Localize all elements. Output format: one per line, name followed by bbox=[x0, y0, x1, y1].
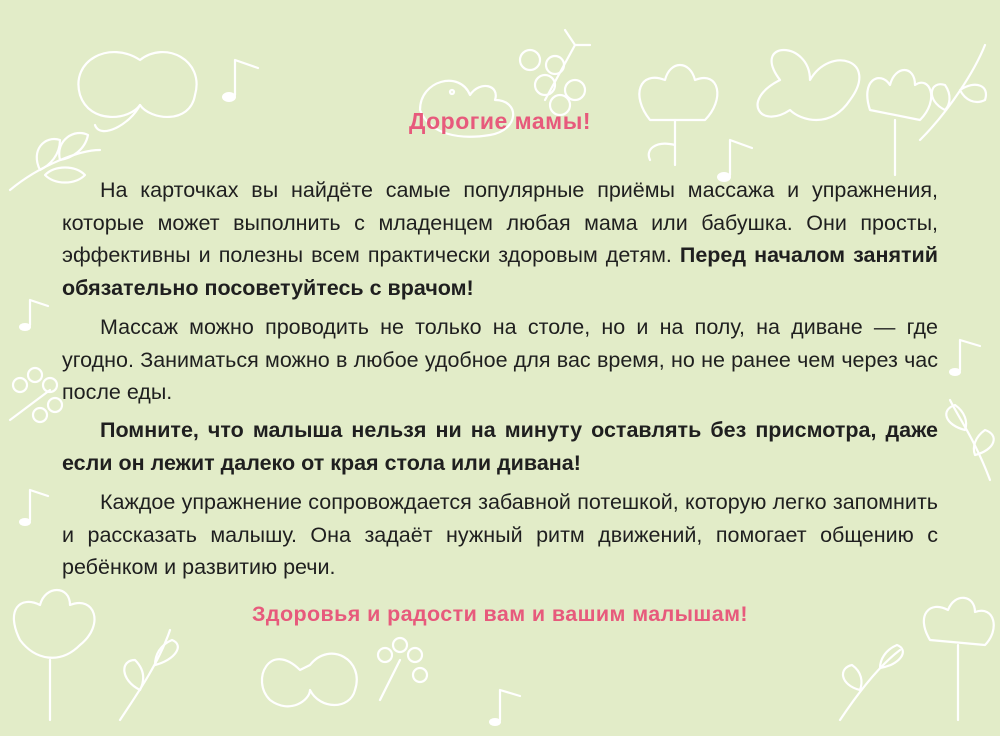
paragraph-massage-place: Массаж можно проводить не только на столе, но и на полу, на диване — где угодно. Заниматься можно в любое удобное для вас время, но не ранее чем через час после еды. bbox=[62, 315, 938, 404]
paragraph-safety-warning: Помните, что малыша нельзя ни на минуту оставлять без присмотра, даже если он лежит далеко от края стола или дивана! bbox=[62, 418, 938, 475]
berry-cluster-icon bbox=[378, 638, 427, 700]
music-note-icon bbox=[489, 690, 520, 726]
music-note-icon bbox=[222, 60, 258, 102]
berry-cluster-icon bbox=[520, 30, 590, 115]
music-note-icon bbox=[19, 300, 48, 331]
doctor-warning: Перед началом занятий обязательно посоветуйтесь с врачом! bbox=[62, 243, 938, 300]
page-title: Дорогие мамы! bbox=[408, 108, 592, 134]
leaf-branch-icon bbox=[946, 400, 993, 480]
berry-cluster-icon bbox=[10, 368, 62, 422]
music-note-icon bbox=[19, 490, 48, 526]
leaf-branch-icon bbox=[120, 630, 178, 720]
paragraph-intro-text: На карточках вы найдёте самые популярные приёмы массажа и упражнения, которые может выполнить с младенцем любая мама или бабушка. Они просты, эффективны и полезны всем практически здоровым детям. bbox=[62, 178, 938, 267]
paragraph-rhymes: Каждое упражнение сопровождается забавной потешкой, которую легко запомнить и рассказать малышу. Она задаёт нужный ритм движений, помогает общению с ребёнком и развитию речи. bbox=[62, 490, 938, 579]
closing-wish: Здоровья и радости вам и вашим малышам! bbox=[252, 602, 748, 626]
paragraph-intro bbox=[62, 174, 938, 304]
music-note-icon bbox=[949, 340, 980, 376]
butterfly-icon bbox=[262, 654, 357, 707]
leaf-branch-icon bbox=[840, 645, 903, 720]
